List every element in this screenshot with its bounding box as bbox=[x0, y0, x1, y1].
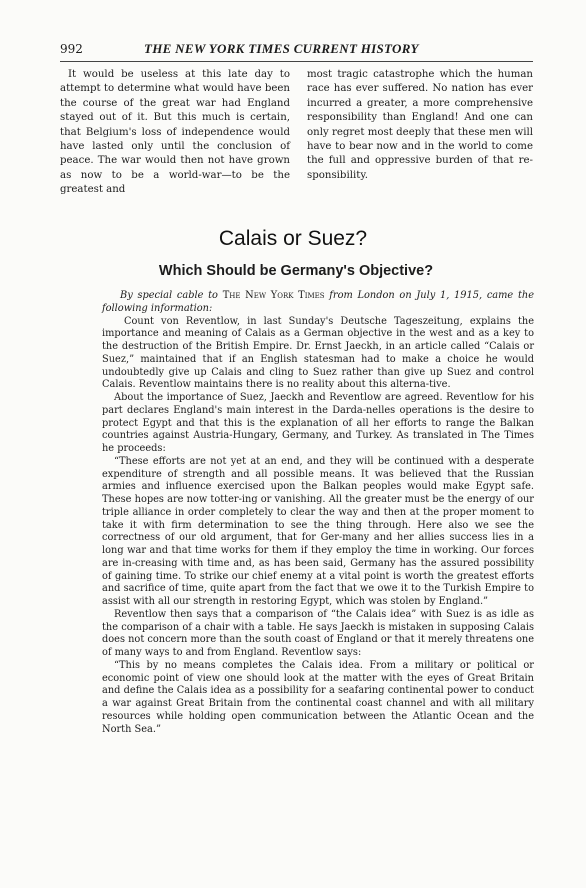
page-number: 992 bbox=[60, 42, 83, 56]
article-subtitle: Which Should be Germany's Objective? bbox=[158, 263, 434, 279]
body-paragraph: Count von Reventlow, in last Sunday's Deutsche Tageszeitung, explains the importance and meaning of Calais as a German objective in the west and as a key to the destruction of the British Empire. Dr. Ernst Jaeckh, in an article called “Calais or Suez,” maintained that if an English statesman had to make a choice he would undoubtedly give up Calais and cling to Suez rather than give up Suez and control Calais. Reventlow maintains there is no reality about this alterna-tive. bbox=[102, 315, 534, 391]
body-paragraph: Reventlow then says that a comparison of “the Calais idea” with Suez is as idle as the comparison of a chair with a table. He says Jaeckh is mistaken in supposing Calais does not concern more than the south coast of England or that it merely threatens one of many ways to and from England. Reventlow says: bbox=[102, 608, 534, 658]
top-right-column bbox=[307, 68, 533, 183]
top-left-paragraph: It would be useless at this late day to attempt to determine what would have been the course of the great war had England stayed out of it. But this much is certain, that Belgium's loss of independence would have lasted only until the conclusion of peace. The war would then not have grown as now to be a world-war—to be the greatest and bbox=[60, 69, 290, 196]
quote-paragraph: “This by no means completes the Calais idea. From a military or political or economic point of view one should look at the matter with the eyes of Great Britain and define the Calais idea as a possibility for a seafaring continental power to conduct a war against Great Britain from the continental coast channel and with all military resources while holding open communication between the Atlantic Ocean and the North Sea.” bbox=[102, 659, 534, 735]
header-rule bbox=[60, 61, 533, 62]
top-right-paragraph: most tragic catastrophe which the human race has ever suffered. No nation has ever incurred a greater, a more comprehensive responsibility than England! And one can only regret most deeply that these men will have to bear now and in the world to come the full and oppressive burden of that re-sponsibility. bbox=[307, 69, 533, 181]
intro-suffix: from London on July 1, 1915, came the following information: bbox=[102, 290, 534, 314]
intro-prefix: By special cable to bbox=[120, 290, 223, 301]
top-left-column bbox=[60, 68, 290, 198]
intro-paper-name: The New York Times bbox=[222, 290, 325, 301]
article-body bbox=[102, 290, 534, 736]
journal-title: THE NEW YORK TIMES CURRENT HISTORY bbox=[144, 41, 419, 56]
quote-paragraph: “These efforts are not yet at an end, and they will be continued with a desperate expenditure of strength and all possible means. It was believed that the Russian armies and influence exercised upon the Balkan peoples would make Egypt safe. These hopes are now totter-ing or vanishing. All the greater must be the energy of our triple alliance in order completely to clear the way and then at the proper moment to take it with firm determination to see the thing through. Here also we see the correctness of our old argument, that for Ger-many and her allies success lies in a long war and that time works for them if they employ the time in working. Our forces are in-creasing with time and, as has been said, Germany has the assured possibility of gaining time. To strike our chief enemy at a vital point is worth the greatest efforts and sacrifice of time, quite apart from the fact that we owe it to the Turkish Empire to assist with all our strength in restoring Egypt, which was stolen by England.” bbox=[102, 455, 534, 607]
article-title: Calais or Suez? bbox=[218, 227, 368, 250]
running-head bbox=[60, 41, 550, 57]
intro-paragraph bbox=[102, 290, 534, 316]
body-paragraph: About the importance of Suez, Jaeckh and Reventlow are agreed. Reventlow for his part declares England's main interest in the Darda-nelles operations is the desire to protect Egypt and that this is the explanation of all her efforts to range the Balkan countries against Austria-Hungary, Germany, and Turkey. As translated in The Times he proceeds: bbox=[102, 392, 534, 454]
